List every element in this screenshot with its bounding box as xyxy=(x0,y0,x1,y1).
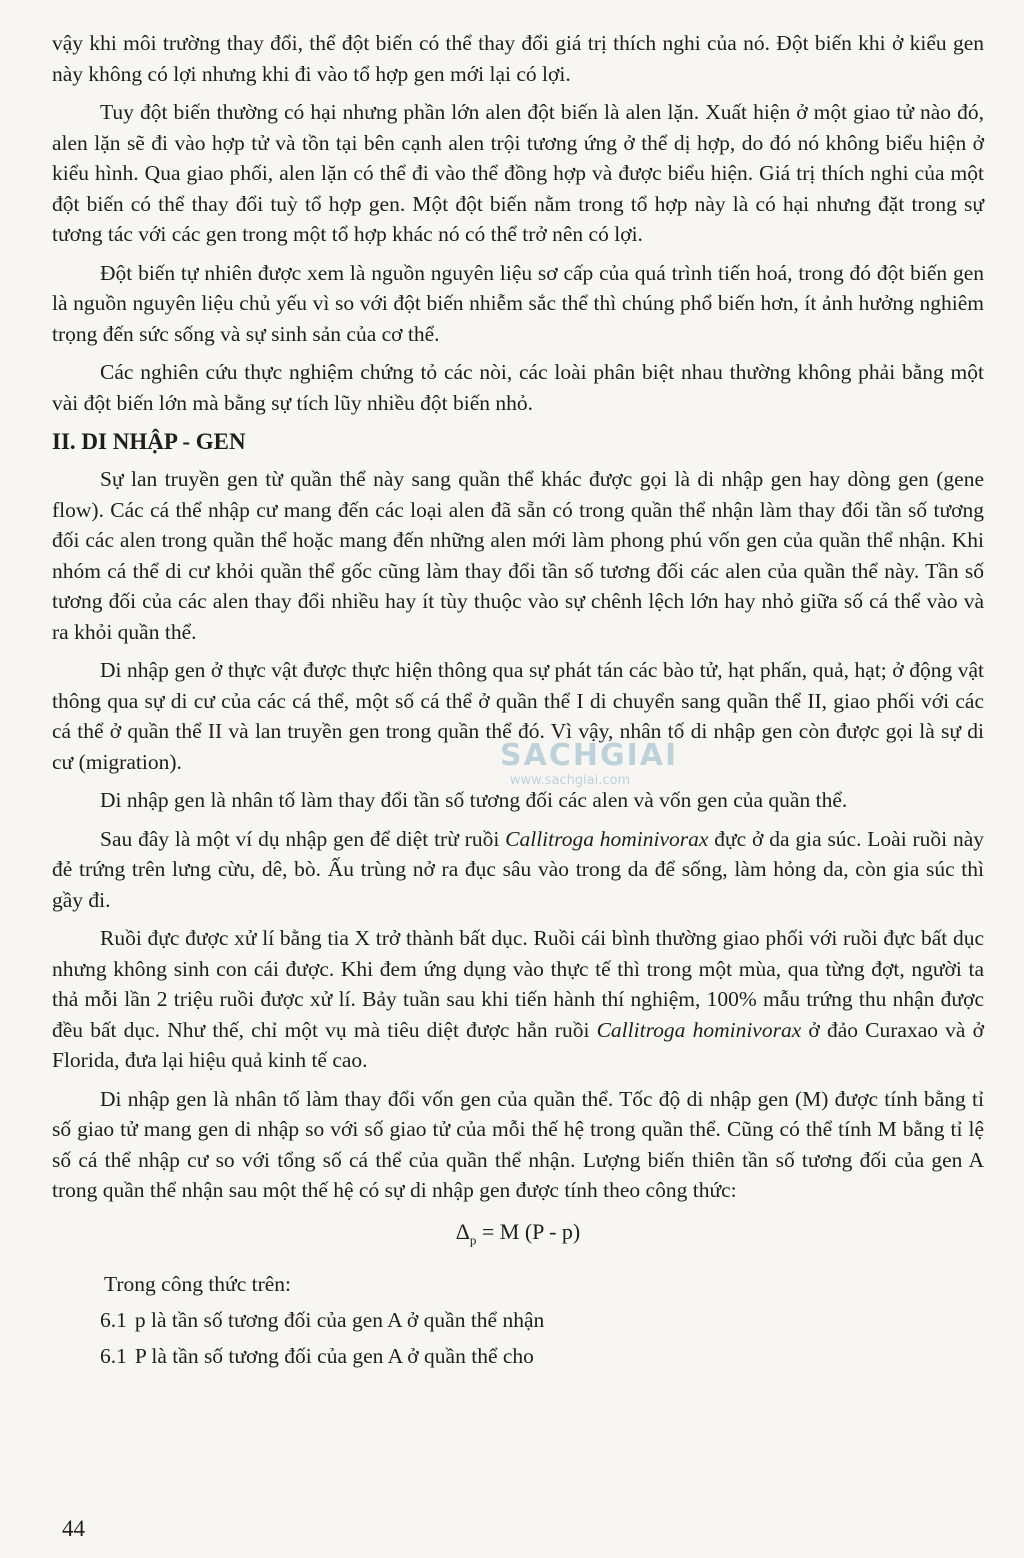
watermark-url: www.sachgiai.com xyxy=(509,773,631,788)
paragraph-migration-rate: Di nhập gen là nhân tố làm thay đổi vốn gen của quần thể. Tốc độ di nhập gen (M) được tính bằng tỉ số giao tử mang gen di nhập so với số giao tử của mỗi thế hệ trong quần thể. Cũng có thể tính M bằng tỉ lệ số cá thể nhập cư so với tổng số cá thể của quần thể nhận. Lượng biến thiên tần số tương đối của gen A trong quần thể nhận sau một thế hệ có sự di nhập gen được tính theo công thức: xyxy=(52,1086,984,1202)
page-content xyxy=(52,28,984,1376)
paragraph-gene-flow-definition: Sự lan truyền gen từ quần thể này sang quần thể khác được gọi là di nhập gen hay dòng gen (gene flow). Các cá thể nhập cư mang đến các loại alen đã sẵn có trong quần thể nhận làm thay đổi tần số tương đối các alen trong quần thể hoặc mang đến những alen mới làm phong phú vốn gen của quần thể nhận. Khi nhóm cá thể di cư khỏi quần thể gốc cũng làm thay đổi tần số tương đối các alen của quần thể này. Tần số tương đối của các alen thay đổi nhiều hay ít tùy thuộc vào sự chênh lệch lớn hay nhỏ giữa số cá thể vào và ra khỏi quần thể. xyxy=(52,467,984,644)
paragraph-fly-example xyxy=(52,824,984,916)
definition-item xyxy=(100,1304,984,1336)
species-name: Callitroga hominivorax xyxy=(505,826,709,851)
definition-item xyxy=(100,1340,984,1372)
formula-delta: Δ xyxy=(455,1218,470,1244)
paragraph-natural-mutation: Đột biến tự nhiên được xem là nguồn nguyên liệu sơ cấp của quá trình tiến hoá, trong đó đột biến gen là nguồn nguyên liệu chủ yếu vì so với đột biến nhiễm sắc thể thì chúng phổ biến hơn, ít ảnh hưởng nghiêm trọng đến sức sống và sự sinh sản của cơ thể. xyxy=(52,260,984,346)
page-number: 44 xyxy=(62,1516,85,1541)
paragraph-continuation: vậy khi môi trường thay đổi, thể đột biến có thể thay đổi giá trị thích nghi của nó. Đột biến khi ở kiểu gen này không có lợi nhưng khi đi vào tổ hợp gen mới lại có lợi. xyxy=(52,31,984,86)
formula-subscript: p xyxy=(469,1231,477,1247)
formula xyxy=(52,1216,984,1256)
text-segment: đực ở da gia súc. Loài ruồi này đẻ trứng trên lưng cừu, dê, bò. Ấu trùng nở ra đục sâu vào trong da để sống, làm hỏng da, còn gia súc thì gầy đi. xyxy=(52,826,985,912)
definition-text: p là tần số tương đối của gen A ở quần thể nhận xyxy=(134,1307,545,1332)
paragraph-gene-flow-factor: Di nhập gen là nhân tố làm thay đổi tần số tương đối các alen và vốn gen của quần thể. xyxy=(100,788,848,812)
formula-intro: Trong công thức trên: xyxy=(104,1271,292,1296)
definition-number: 6.1 xyxy=(100,1343,127,1368)
text-segment: Sau đây là một ví dụ nhập gen để diệt trừ ruồi xyxy=(100,826,506,851)
definition-text: P là tần số tương đối của gen A ở quần thể cho xyxy=(134,1343,534,1368)
species-name: Callitroga hominivorax xyxy=(596,1017,802,1042)
text-segment: ở đảo Curaxao và ở Florida, đưa lại hiệu quả kinh tế cao. xyxy=(52,1017,984,1072)
paragraph-experimental-studies: Các nghiên cứu thực nghiệm chứng tỏ các nòi, các loài phân biệt nhau thường không phải bằng một vài đột biến lớn mà bằng sự tích lũy nhiều đột biến nhỏ. xyxy=(52,360,984,415)
paragraph-sterile-males xyxy=(52,923,984,1076)
formula-body: = M (P - p) xyxy=(476,1218,581,1244)
watermark-logo: SACHGIAI xyxy=(500,738,679,773)
section-heading: II. DI NHẬP - GEN xyxy=(52,429,246,454)
paragraph-recessive-alleles: Tuy đột biến thường có hại nhưng phần lớn alen đột biến là alen lặn. Xuất hiện ở một giao tử nào đó, alen lặn sẽ đi vào hợp tử và tồn tại bên cạnh alen trội tương ứng ở thể dị hợp, do đó nó không biểu hiện ở kiểu hình. Qua giao phối, alen lặn có thể đi vào thể đồng hợp và được biểu hiện. Giá trị thích nghi của một đột biến có thể thay đổi tuỳ tổ hợp gen. Một đột biến nằm trong tổ hợp này là có hại nhưng đặt trong sự tương tác với các gen trong một tổ hợp khác nó có thể trở nên có lợi. xyxy=(52,100,984,246)
definition-number: 6.1 xyxy=(100,1307,127,1332)
paragraph-gene-flow-plants-animals: Di nhập gen ở thực vật được thực hiện thông qua sự phát tán các bào tử, hạt phấn, quả, hạt; ở động vật thông qua sự di cư của các cá thể, một số cá thể ở quần thể I di chuyển sang quần thể II, giao phối với các cá thể ở quần thể II và lan truyền gen trong quần thể đó. Vì vậy, nhân tố di nhập gen còn được gọi là sự di cư (migration). xyxy=(52,658,984,774)
text-segment: Ruồi đực được xử lí bằng tia X trở thành bất dục. Ruồi cái bình thường giao phối với ruồi đực bất dục nhưng không sinh con cái được. Khi đem ứng dụng vào thực tế thì trong một mùa, qua từng đợt, người ta thả mỗi lần 2 triệu ruồi được xử lí. Bảy tuần sau khi tiến hành thí nghiệm, 100% mẫu trứng thu nhận được đều bất dục. Như thế, chỉ một vụ mà tiêu diệt được hẳn ruồi xyxy=(52,926,984,1042)
